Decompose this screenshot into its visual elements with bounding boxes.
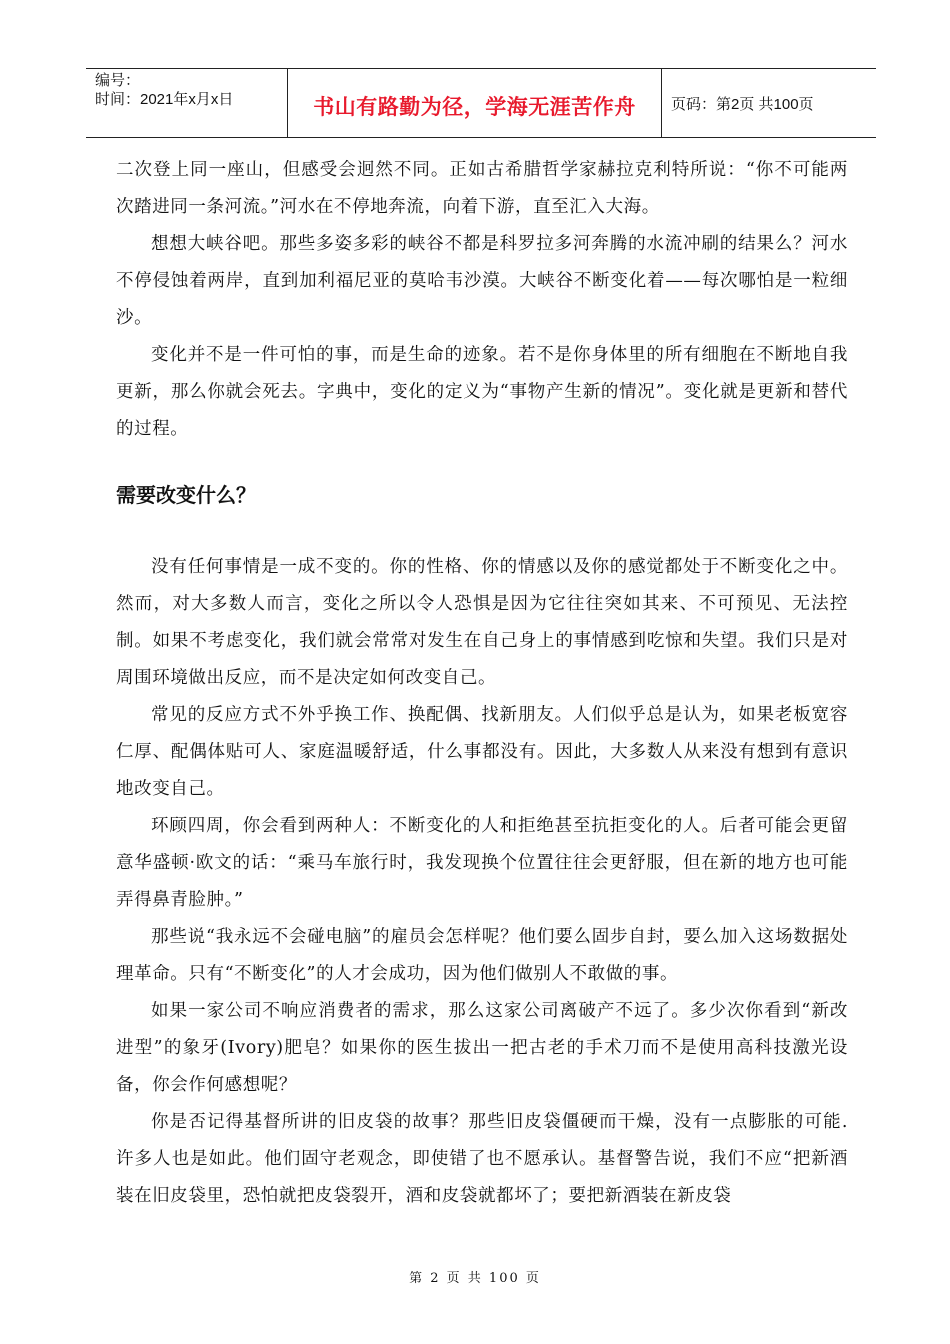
document-body [116,152,848,1215]
header-page-cell [662,69,876,137]
header-motto-cell [288,69,662,137]
header-motto: 书山有路勤为径，学海无涯苦作舟 [313,95,636,119]
paragraph: 如果一家公司不响应消费者的需求，那么这家公司离破产不远了。多少次你看到“新改进型”的象牙(Ivory)肥皂？如果你的医生拔出一把古老的手术刀而不是使用高科技激光设备，你会作何感想呢？ [116,1001,848,1095]
document-number-label: 编号： [95,72,141,89]
section-heading: 需要改变什么？ [116,483,256,507]
paragraph: 那些说“我永远不会碰电脑”的雇员会怎样呢？他们要么固步自封，要么加入这场数据处理革命。只有“不断变化”的人才会成功，因为他们做别人不敢做的事。 [116,927,848,984]
page-footer [0,1267,950,1286]
paragraph: 想想大峡谷吧。那些多姿多彩的峡谷不都是科罗拉多河奔腾的水流冲刷的结果么？河水不停侵蚀着两岸，直到加利福尼亚的莫哈韦沙漠。大峡谷不断变化着——每次哪怕是一粒细沙。 [116,234,848,328]
paragraph: 二次登上同一座山，但感受会迥然不同。正如古希腊哲学家赫拉克利特所说：“你不可能两次踏进同一条河流。”河水在不停地奔流，向着下游，直至汇入大海。 [116,160,848,217]
paragraph: 环顾四周，你会看到两种人：不断变化的人和拒绝甚至抗拒变化的人。后者可能会更留意华盛顿·欧文的话：“乘马车旅行时，我发现换个位置往往会更舒服，但在新的地方也可能弄得鼻青脸肿。” [116,816,848,910]
paragraph: 常见的反应方式不外乎换工作、换配偶、找新朋友。人们似乎总是认为，如果老板宽容仁厚、配偶体贴可人、家庭温暖舒适，什么事都没有。因此，大多数人从来没有想到有意识地改变自己。 [116,705,848,799]
header-meta-cell [86,69,288,137]
header-page-info: 页码：第2页 共100页 [671,95,814,113]
footer-page-number: 第 2 页 共 100 页 [409,1271,541,1286]
page-header [86,68,876,138]
paragraph: 你是否记得基督所讲的旧皮袋的故事？那些旧皮袋僵硬而干燥，没有一点膨胀的可能. 许多人也是如此。他们固守老观念，即使错了也不愿承认。基督警告说，我们不应“把新酒装在旧皮袋里，恐怕就把皮袋裂开，酒和皮袋就都坏了；要把新酒装在新皮袋 [116,1112,848,1206]
document-time-label: 时间：2021年x月x日 [95,91,234,108]
paragraph: 没有任何事情是一成不变的。你的性格、你的情感以及你的感觉都处于不断变化之中。 然而，对大多数人而言，变化之所以令人恐惧是因为它往往突如其来、不可预见、无法控制。如果不考虑变化，我们就会常常对发生在自己身上的事情感到吃惊和失望。我们只是对周围环境做出反应，而不是决定如何改变自己。 [116,557,848,688]
paragraph: 变化并不是一件可怕的事，而是生命的迹象。若不是你身体里的所有细胞在不断地自我更新，那么你就会死去。字典中，变化的定义为“事物产生新的情况”。变化就是更新和替代的过程。 [116,345,848,439]
